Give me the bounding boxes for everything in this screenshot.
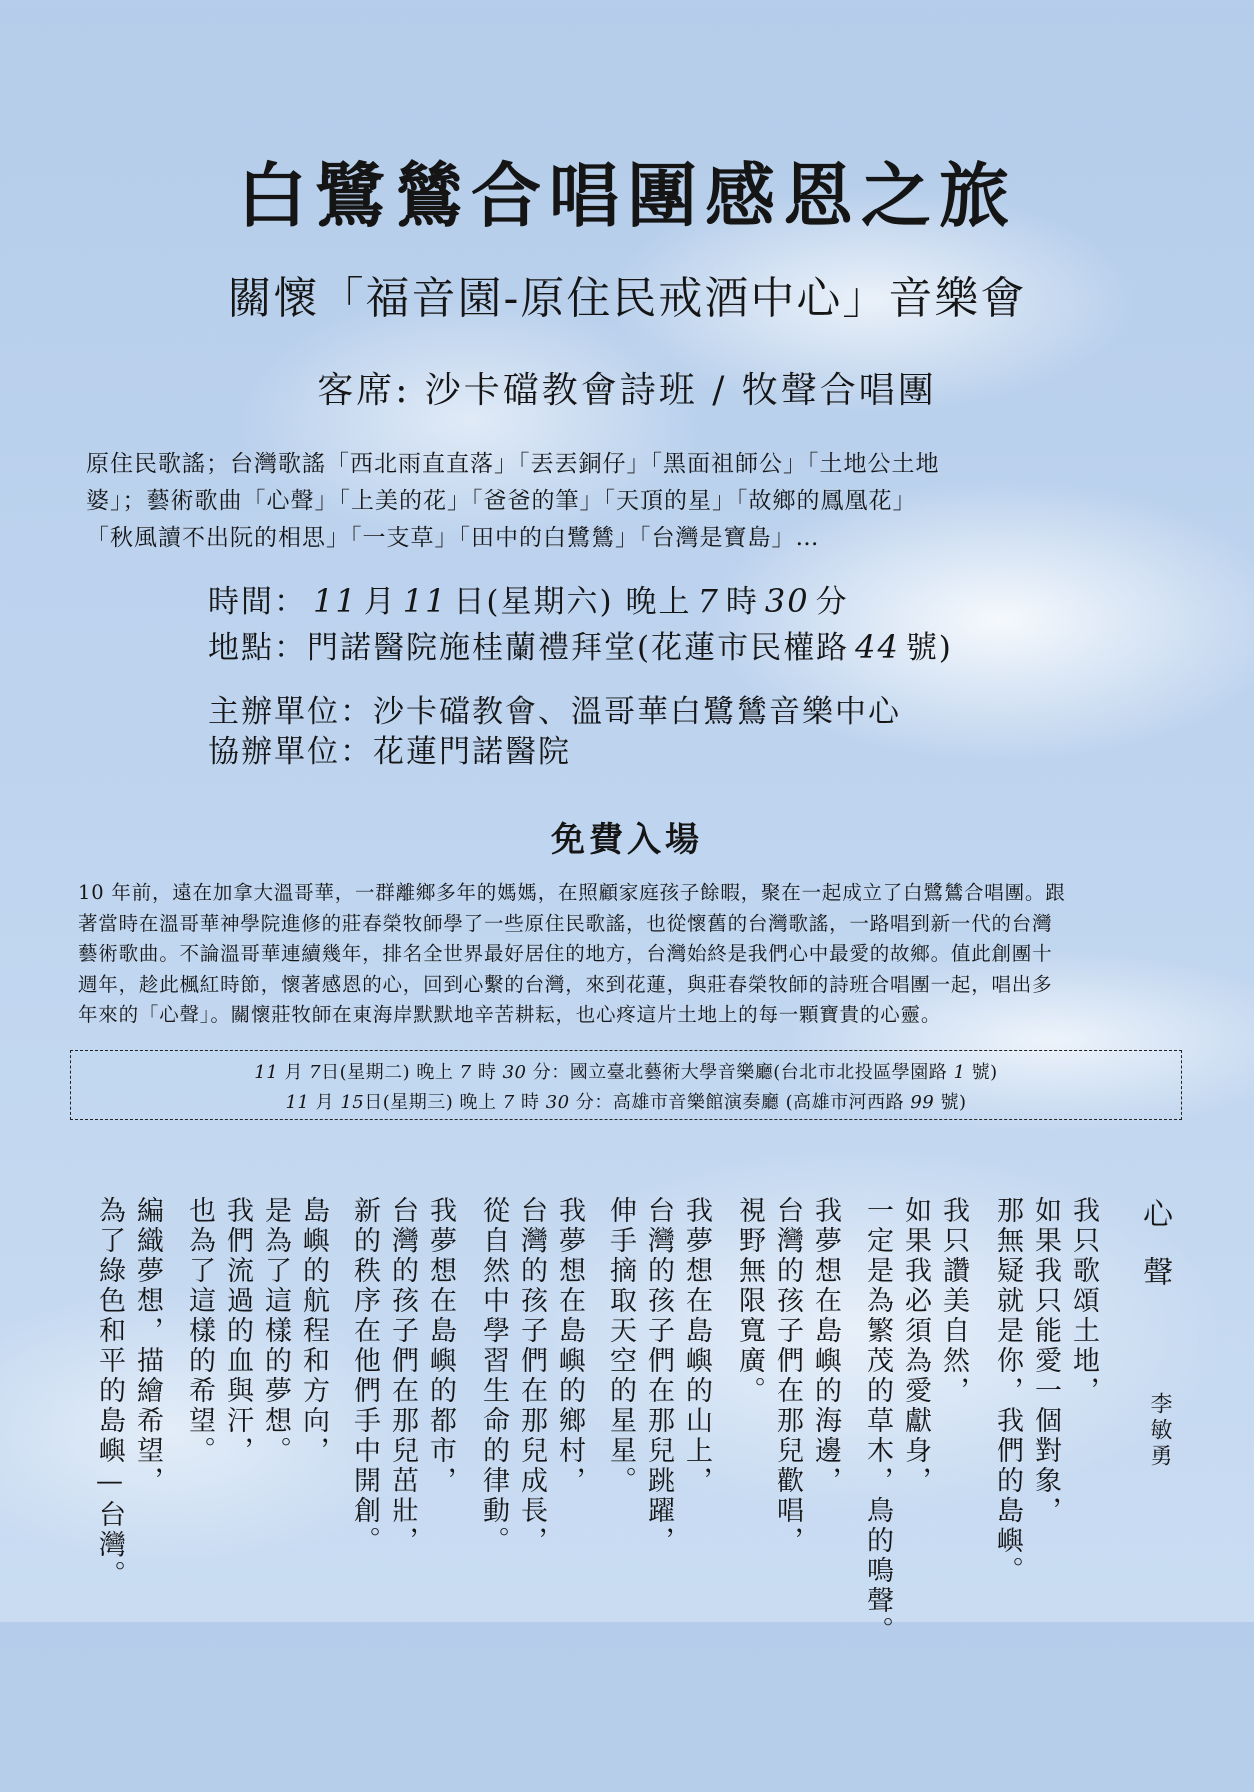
time-day: 11 [402,582,448,620]
story-line: 著當時在溫哥華神學院進修的莊春榮牧師學了一些原住民歌謠，也從懷舊的台灣歌謠，一路唱到新一代的台灣 [78,911,1053,935]
poem-line: 也為了這樣的希望。 [184,1196,215,1466]
time-month-unit: 月 [363,584,397,620]
poem-line: 台灣的孩子們在那兒歡唱， [772,1196,803,1556]
schedule-number: 1 [953,1062,966,1083]
place-number: 44 [855,628,900,666]
schedule-hour: 7 [459,1062,472,1083]
page-title: 白鷺鷥合唱團感恩之旅 [237,154,1017,237]
poem-line: 編織夢想，描繪希望， [132,1196,163,1496]
poem-line: 我夢想在島嶼的鄉村， [554,1196,585,1496]
poem-line: 我夢想在島嶼的海邊， [810,1196,841,1496]
poem-line: 一定是為繁茂的草木，鳥的鳴聲。 [862,1196,893,1646]
schedule-end: 號) [971,1062,998,1083]
poem-line: 那無疑就是你，我們的島嶼。 [992,1196,1023,1586]
poem-line: 台灣的孩子們在那兒跳躍， [643,1196,674,1556]
poem-line: 視野無限寬廣。 [734,1196,765,1406]
poem-line: 如果我必須為愛獻身， [900,1196,931,1496]
host-name: 沙卡礑教會、溫哥華白鷺鷥音樂中心 [373,694,901,730]
poem-line: 我們流過的血與汗， [222,1196,253,1466]
schedule-day-unit: 日(星期二) 晚上 [321,1062,454,1083]
place-label: 地點： [208,630,307,666]
song-list-line: 婆」；藝術歌曲「心聲」「上美的花」「爸爸的筆」「天頂的星」「故鄉的鳳凰花」 [86,488,917,514]
schedule-day: 7 [309,1062,322,1083]
poem-line: 島嶼的航程和方向， [298,1196,329,1466]
poem-line: 我夢想在島嶼的都市， [425,1196,456,1496]
time-hour-unit: 時 [725,584,759,620]
schedule-hour: 7 [502,1092,515,1113]
song-list-line: 「秋風讀不出阮的相思」「一支草」「田中的白鷺鷥」「台灣是寶島」… [86,525,820,551]
time-day-unit: 日(星期六) 晚上 [453,584,692,620]
host-label: 主辦單位： [208,694,373,730]
time-minute-unit: 分 [815,584,849,620]
poem-line: 台灣的孩子們在那兒茁壯， [387,1196,418,1556]
time-label: 時間： [208,584,307,620]
schedule-minute: 30 [502,1062,527,1083]
other-concerts-box [70,1050,1182,1120]
poem-title: 心聲 [1137,1198,1172,1314]
co-name: 花蓮門諾醫院 [373,734,571,770]
schedule-venue: 分：國立臺北藝術大學音樂廳(台北市北投區學園路 [532,1062,948,1083]
guest-performers: 客席: 沙卡礑教會詩班 / 牧聲合唱團 [317,370,937,411]
host-organizer [208,686,901,731]
poem-author: 李敏勇 [1147,1392,1172,1470]
story-line: 藝術歌曲。不論溫哥華連續幾年，排名全世界最好居住的地方，台灣始終是我們心中最愛的故鄉。值此創團十 [78,942,1053,965]
poem-line: 是為了這樣的夢想。 [260,1196,291,1466]
time-hour: 7 [697,582,720,620]
schedule-number: 99 [910,1092,935,1113]
story-line: 10 年前，遠在加拿大溫哥華，一群離鄉多年的媽媽，在照顧家庭孩子餘暇，聚在一起成立了白鷺鷥合唱團。跟 [78,881,1066,904]
poem-line: 伸手摘取天空的星星。 [605,1196,636,1496]
schedule-row [71,1058,1181,1084]
poem-line: 為了綠色和平的島嶼—台灣。 [94,1196,125,1590]
schedule-venue: 分：高雄市音樂館演奏廳 (高雄市河西路 [575,1092,905,1113]
event-time [208,576,849,621]
schedule-hour-unit: 時 [520,1092,540,1113]
place-name: 門諾醫院施桂蘭禮拜堂(花蓮市民權路 [307,630,850,666]
schedule-month: 11 [254,1062,279,1083]
schedule-hour-unit: 時 [477,1062,497,1083]
schedule-minute: 30 [545,1092,570,1113]
time-minute: 30 [764,582,810,620]
poem-line: 我夢想在島嶼的山上， [681,1196,712,1496]
story-paragraph [78,878,1176,1031]
schedule-month-unit: 月 [315,1092,335,1113]
co-organizer [208,726,571,771]
song-list-line: 原住民歌謠；台灣歌謠「西北雨直直落」「丟丟銅仔」「黑面祖師公」「土地公土地 [86,451,940,477]
schedule-day-unit: 日(星期三) 晚上 [364,1092,497,1113]
poem-line: 台灣的孩子們在那兒成長， [516,1196,547,1556]
song-list [86,446,1176,557]
schedule-row [71,1088,1181,1114]
poem-line: 我只讚美自然， [938,1196,969,1406]
poem-line: 從自然中學習生命的律動。 [478,1196,509,1556]
schedule-end: 號) [940,1092,967,1113]
concert-subtitle: 關懷「福音園-原住民戒酒中心」音樂會 [227,273,1027,324]
schedule-month-unit: 月 [284,1062,303,1083]
schedule-day: 15 [340,1092,365,1113]
free-admission: 免費入場 [551,820,703,860]
schedule-month: 11 [285,1092,310,1113]
time-month: 11 [313,582,358,620]
place-end: 號) [905,630,953,666]
story-line: 年來的「心聲」。關懷莊牧師在東海岸默默地辛苦耕耘，也心疼這片土地上的每一顆寶貴的心靈。 [78,1003,942,1026]
poem-line: 我只歌頌土地， [1068,1196,1099,1406]
event-place [208,622,953,667]
co-label: 協辦單位： [208,734,373,770]
story-line: 週年，趁此楓紅時節，懷著感恩的心，回到心繫的台灣，來到花蓮，與莊春榮牧師的詩班合唱團一起，唱出多 [78,972,1053,996]
poem-line: 如果我只能愛一個對象， [1030,1196,1061,1526]
poem-line: 新的秩序在他們手中開創。 [349,1196,380,1556]
